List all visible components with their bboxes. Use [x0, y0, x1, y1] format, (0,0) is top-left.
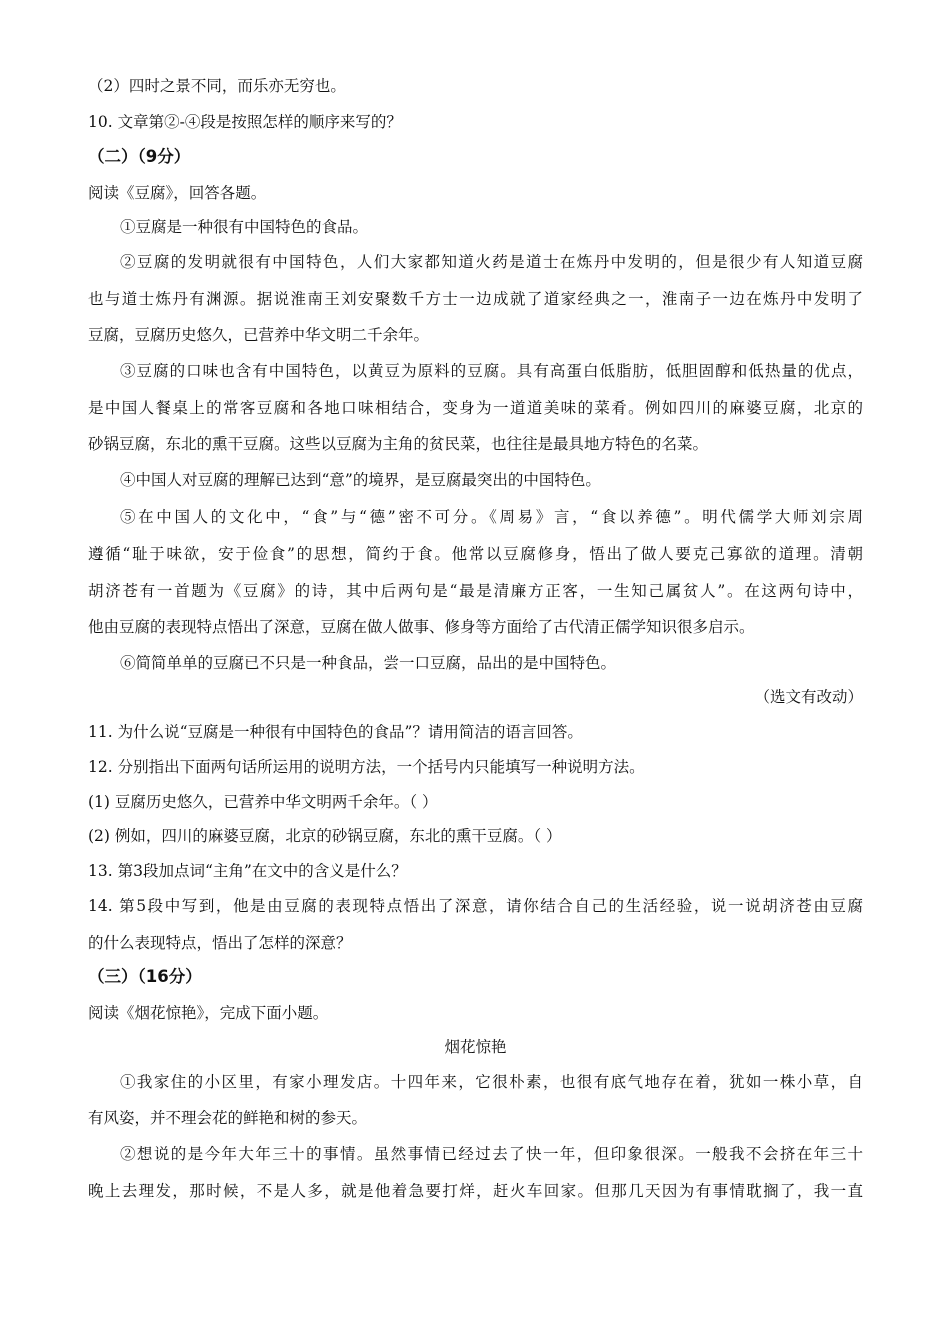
article-paragraph-1-line: 有风姿，并不理会花的鲜艳和树的参天。 [88, 1109, 368, 1127]
section-heading-2: （二）（9分） [88, 147, 191, 166]
question-11: 11. 为什么说“豆腐是一种很有中国特色的食品”？请用简洁的语言回答。 [88, 723, 583, 741]
article-title: 烟花惊艳 [444, 1038, 507, 1056]
paragraph-5-line: ⑤在中国人的文化中，“食”与“德”密不可分。《周易》言，“食以养德”。明代儒学大师刘宗周 [120, 508, 863, 526]
paragraph-5-line: 他由豆腐的表现特点悟出了深意，豆腐在做人做事、修身等方面给了古代清正儒学知识很多启示。 [88, 618, 755, 636]
paragraph-6: ⑥简简单单的豆腐已不只是一种食品，尝一口豆腐，品出的是中国特色。 [120, 654, 617, 672]
paragraph-4: ④中国人对豆腐的理解已达到“意”的境界，是豆腐最突出的中国特色。 [120, 471, 601, 489]
paragraph-5-line: 遵循“耻于味欲，安于俭食”的思想，简约于食。他常以豆腐修身，悟出了做人要克己寡欲的道理。清朝 [88, 545, 863, 563]
paragraph-5-line: 胡济苍有一首题为《豆腐》的诗，其中后两句是“最是清廉方正客，一生知己属贫人”。在这两句诗中， [88, 582, 863, 600]
emphasis-dot-char: 主 [382, 435, 399, 453]
question-10: 10. 文章第②-④段是按照怎样的顺序来写的？ [88, 113, 402, 131]
section-heading-3: （三）（16分） [88, 967, 202, 986]
paragraph-2-line: 豆腐，豆腐历史悠久，已营养中华文明二千余年。 [88, 326, 430, 344]
reading-instruction: 阅读《豆腐》，回答各题。 [88, 184, 267, 202]
question-13: 13. 第3段加点词“主角”在文中的含义是什么？ [88, 862, 407, 880]
text-span: 砂锅豆腐，东北的熏干豆腐。这些以豆腐为 [88, 435, 383, 453]
article-paragraph-2-line: ②想说的是今年大年三十的事情。虽然事情已经过去了快一年，但印象很深。一般我不会挤在年三十 [120, 1145, 863, 1163]
text-line: （2）四时之景不同，而乐亦无穷也。 [88, 77, 346, 95]
paragraph-3-line: ③豆腐的口味也含有中国特色，以黄豆为原料的豆腐。具有高蛋白低脂肪，低胆固醇和低热量的优点， [120, 362, 863, 380]
question-14-line: 的什么表现特点，悟出了怎样的深意？ [88, 934, 352, 952]
paragraph-2-line: ②豆腐的发明就很有中国特色，人们大家都知道火药是道士在炼丹中发明的，但是很少有人知道豆腐 [120, 253, 863, 271]
emphasis-dot-char: 角 [398, 435, 414, 453]
question-12: 12. 分别指出下面两句话所运用的说明方法，一个括号内只能填写一种说明方法。 [88, 758, 645, 776]
question-14-line: 14. 第5段中写到，他是由豆腐的表现特点悟出了深意，请你结合自己的生活经验，说一说胡济苍由豆腐 [88, 897, 863, 915]
question-12-item: (1) 豆腐历史悠久，已营养中华文明两千余年。（ ） [88, 793, 438, 811]
paragraph-3-line: 是中国人餐桌上的常客豆腐和各地口味相结合，变身为一道道美味的菜肴。例如四川的麻婆豆腐，北京的 [88, 399, 863, 417]
article-paragraph-1-line: ①我家住的小区里，有家小理发店。十四年来，它很朴素，也很有底气地存在着，犹如一株小草，自 [120, 1073, 863, 1091]
question-12-item: (2) 例如，四川的麻婆豆腐，北京的砂锅豆腐，东北的熏干豆腐。（ ） [88, 827, 562, 845]
reading-instruction: 阅读《烟花惊艳》，完成下面小题。 [88, 1004, 329, 1022]
paragraph-2-line: 也与道士炼丹有渊源。据说淮南王刘安聚数千方士一边成就了道家经典之一，淮南子一边在炼丹中发明了 [88, 290, 863, 308]
paragraph-3-line [88, 433, 863, 455]
paragraph-1: ①豆腐是一种很有中国特色的食品。 [120, 218, 369, 236]
article-paragraph-2-line: 晚上去理发，那时候，不是人多，就是他着急要打烊，赶火车回家。但那几天因为有事情耽搁了，我一直 [88, 1182, 863, 1200]
text-span: 的贫民菜，也往往是最具地方特色的名菜。 [413, 435, 709, 453]
source-note: （选文有改动） [754, 688, 863, 706]
